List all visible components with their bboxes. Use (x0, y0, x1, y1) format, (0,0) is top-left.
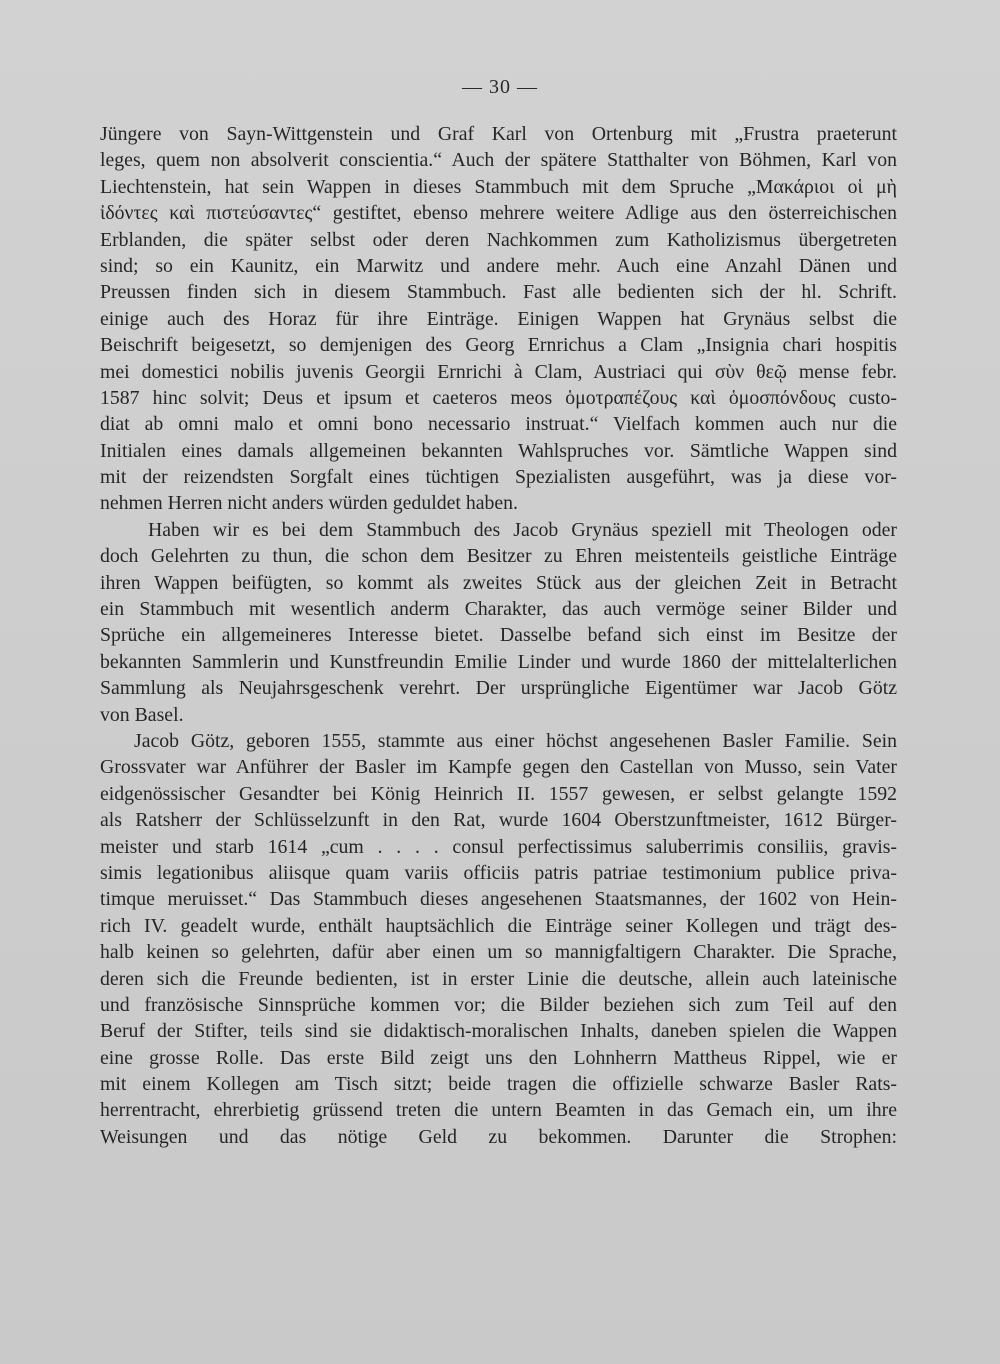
text-line: Beischrift beigesetzt, so demjenigen des Georg Ernrichus a Clam „Insignia chari hospitis (100, 334, 897, 357)
text-line: sind; so ein Kaunitz, ein Marwitz und andere mehr. Auch eine Anzahl Dänen und (100, 254, 897, 277)
text-line: Weisungen und das nötige Geld zu bekommen. Darunter die Strophen: (100, 1125, 897, 1148)
text-line: ein Stammbuch mit wesentlich anderm Charakter, das auch vermöge seiner Bilder und (100, 598, 897, 621)
text-line: ihren Wappen beifügten, so kommt als zweites Stück aus der gleichen Zeit in Betracht (100, 571, 897, 594)
text-line: deren sich die Freunde bedienten, ist in erster Linie die deutsche, allein auch lateinische (100, 967, 897, 990)
text-line: und französische Sinnsprüche kommen vor; die Bilder beziehen sich zum Teil auf den (100, 993, 897, 1016)
text-line: Jacob Götz, geboren 1555, stammte aus einer höchst angesehenen Basler Familie. Sein (134, 729, 897, 752)
text-line: Haben wir es bei dem Stammbuch des Jacob Grynäus speziell mit Theologen oder (148, 518, 897, 541)
text-line: Liechtenstein, hat sein Wappen in dieses Stammbuch mit dem Spruche „Μακάριοι οἱ μὴ (100, 175, 897, 198)
text-line: Erblanden, die später selbst oder deren Nachkommen zum Katholizismus übergetreten (100, 228, 897, 251)
text-line: diat ab omni malo et omni bono necessario instruat.“ Vielfach kommen auch nur die (100, 413, 897, 436)
text-line: halb keinen so gelehrten, dafür aber einen um so mannigfaltigern Charakter. Die Sprache, (100, 941, 897, 964)
body-text (100, 121, 897, 1177)
text-line: Grossvater war Anführer der Basler im Kampfe gegen den Castellan von Musso, sein Vater (100, 756, 897, 779)
text-line: timque meruisset.“ Das Stammbuch dieses angesehenen Staatsmannes, der 1602 von Hein- (100, 888, 897, 911)
text-line: 1587 hinc solvit; Deus et ipsum et caeteros meos ὁμοτραπέζους καὶ ὁμοσπόνδους custo- (100, 386, 897, 409)
text-line: herrentracht, ehrerbietig grüssend treten die untern Beamten in das Gemach ein, um ihre (100, 1099, 897, 1122)
text-line: ἰδόντες καὶ πιστεύσαντες“ gestiftet, ebenso mehrere weitere Adlige aus den österreichischen (100, 202, 897, 225)
text-line: Sprüche ein allgemeineres Interesse bietet. Dasselbe befand sich einst im Besitze der (100, 624, 897, 647)
text-line: Sammlung als Neujahrsgeschenk verehrt. Der ursprüngliche Eigentümer war Jacob Götz (100, 677, 897, 700)
text-line: als Ratsherr der Schlüsselzunft in den Rat, wurde 1604 Oberstzunftmeister, 1612 Bürger- (100, 809, 897, 832)
page-number: — 30 — (462, 76, 538, 98)
text-line: mei domestici nobilis juvenis Georgii Ernrichi à Clam, Austriaci qui σὺν θεῷ mense febr. (100, 360, 897, 383)
text-line: Initialen eines damals allgemeinen bekannten Wahlspruches vor. Sämtliche Wappen sind (100, 439, 897, 462)
text-line: rich IV. geadelt wurde, enthält hauptsächlich die Einträge seiner Kollegen und trägt des- (100, 914, 897, 937)
text-line: Beruf der Stifter, teils sind sie didaktisch-moralischen Inhalts, daneben spielen die Wappen (100, 1020, 897, 1043)
text-line: leges, quem non absolverit conscientia.“ Auch der spätere Statthalter von Böhmen, Karl von (100, 149, 897, 172)
text-line: meister und starb 1614 „cum . . . . consul perfectissimus saluberrimis consiliis, gravis- (100, 835, 897, 858)
text-line: doch Gelehrten zu thun, die schon dem Besitzer zu Ehren meistenteils geistliche Einträge (100, 545, 897, 568)
text-line: simis legationibus aliisque quam variis officiis patris patriae testimonium publice priva- (100, 861, 897, 884)
text-line: einige auch des Horaz für ihre Einträge. Einigen Wappen hat Grynäus selbst die (100, 307, 897, 330)
text-line: Preussen finden sich in diesem Stammbuch. Fast alle bedienten sich der hl. Schrift. (100, 281, 897, 304)
text-line: bekannten Sammlerin und Kunstfreundin Emilie Linder und wurde 1860 der mittelalterlichen (100, 650, 897, 673)
text-line: eidgenössischer Gesandter bei König Heinrich II. 1557 gewesen, er selbst gelangte 1592 (100, 782, 897, 805)
text-line: Jüngere von Sayn-Wittgenstein und Graf Karl von Ortenburg mit „Frustra praeterunt (100, 123, 897, 145)
text-line: von Basel. (100, 703, 184, 726)
text-line: mit der reizendsten Sorgfalt eines tüchtigen Spezialisten ausgeführt, was ja diese vor- (100, 466, 897, 489)
text-line (100, 1150, 897, 1176)
text-line: nehmen Herren nicht anders würden geduldet haben. (100, 492, 518, 515)
text-line: eine grosse Rolle. Das erste Bild zeigt uns den Lohnherrn Mattheus Rippel, wie er (100, 1046, 897, 1069)
text-line: mit einem Kollegen am Tisch sitzt; beide tragen die offizielle schwarze Basler Rats- (100, 1073, 897, 1096)
